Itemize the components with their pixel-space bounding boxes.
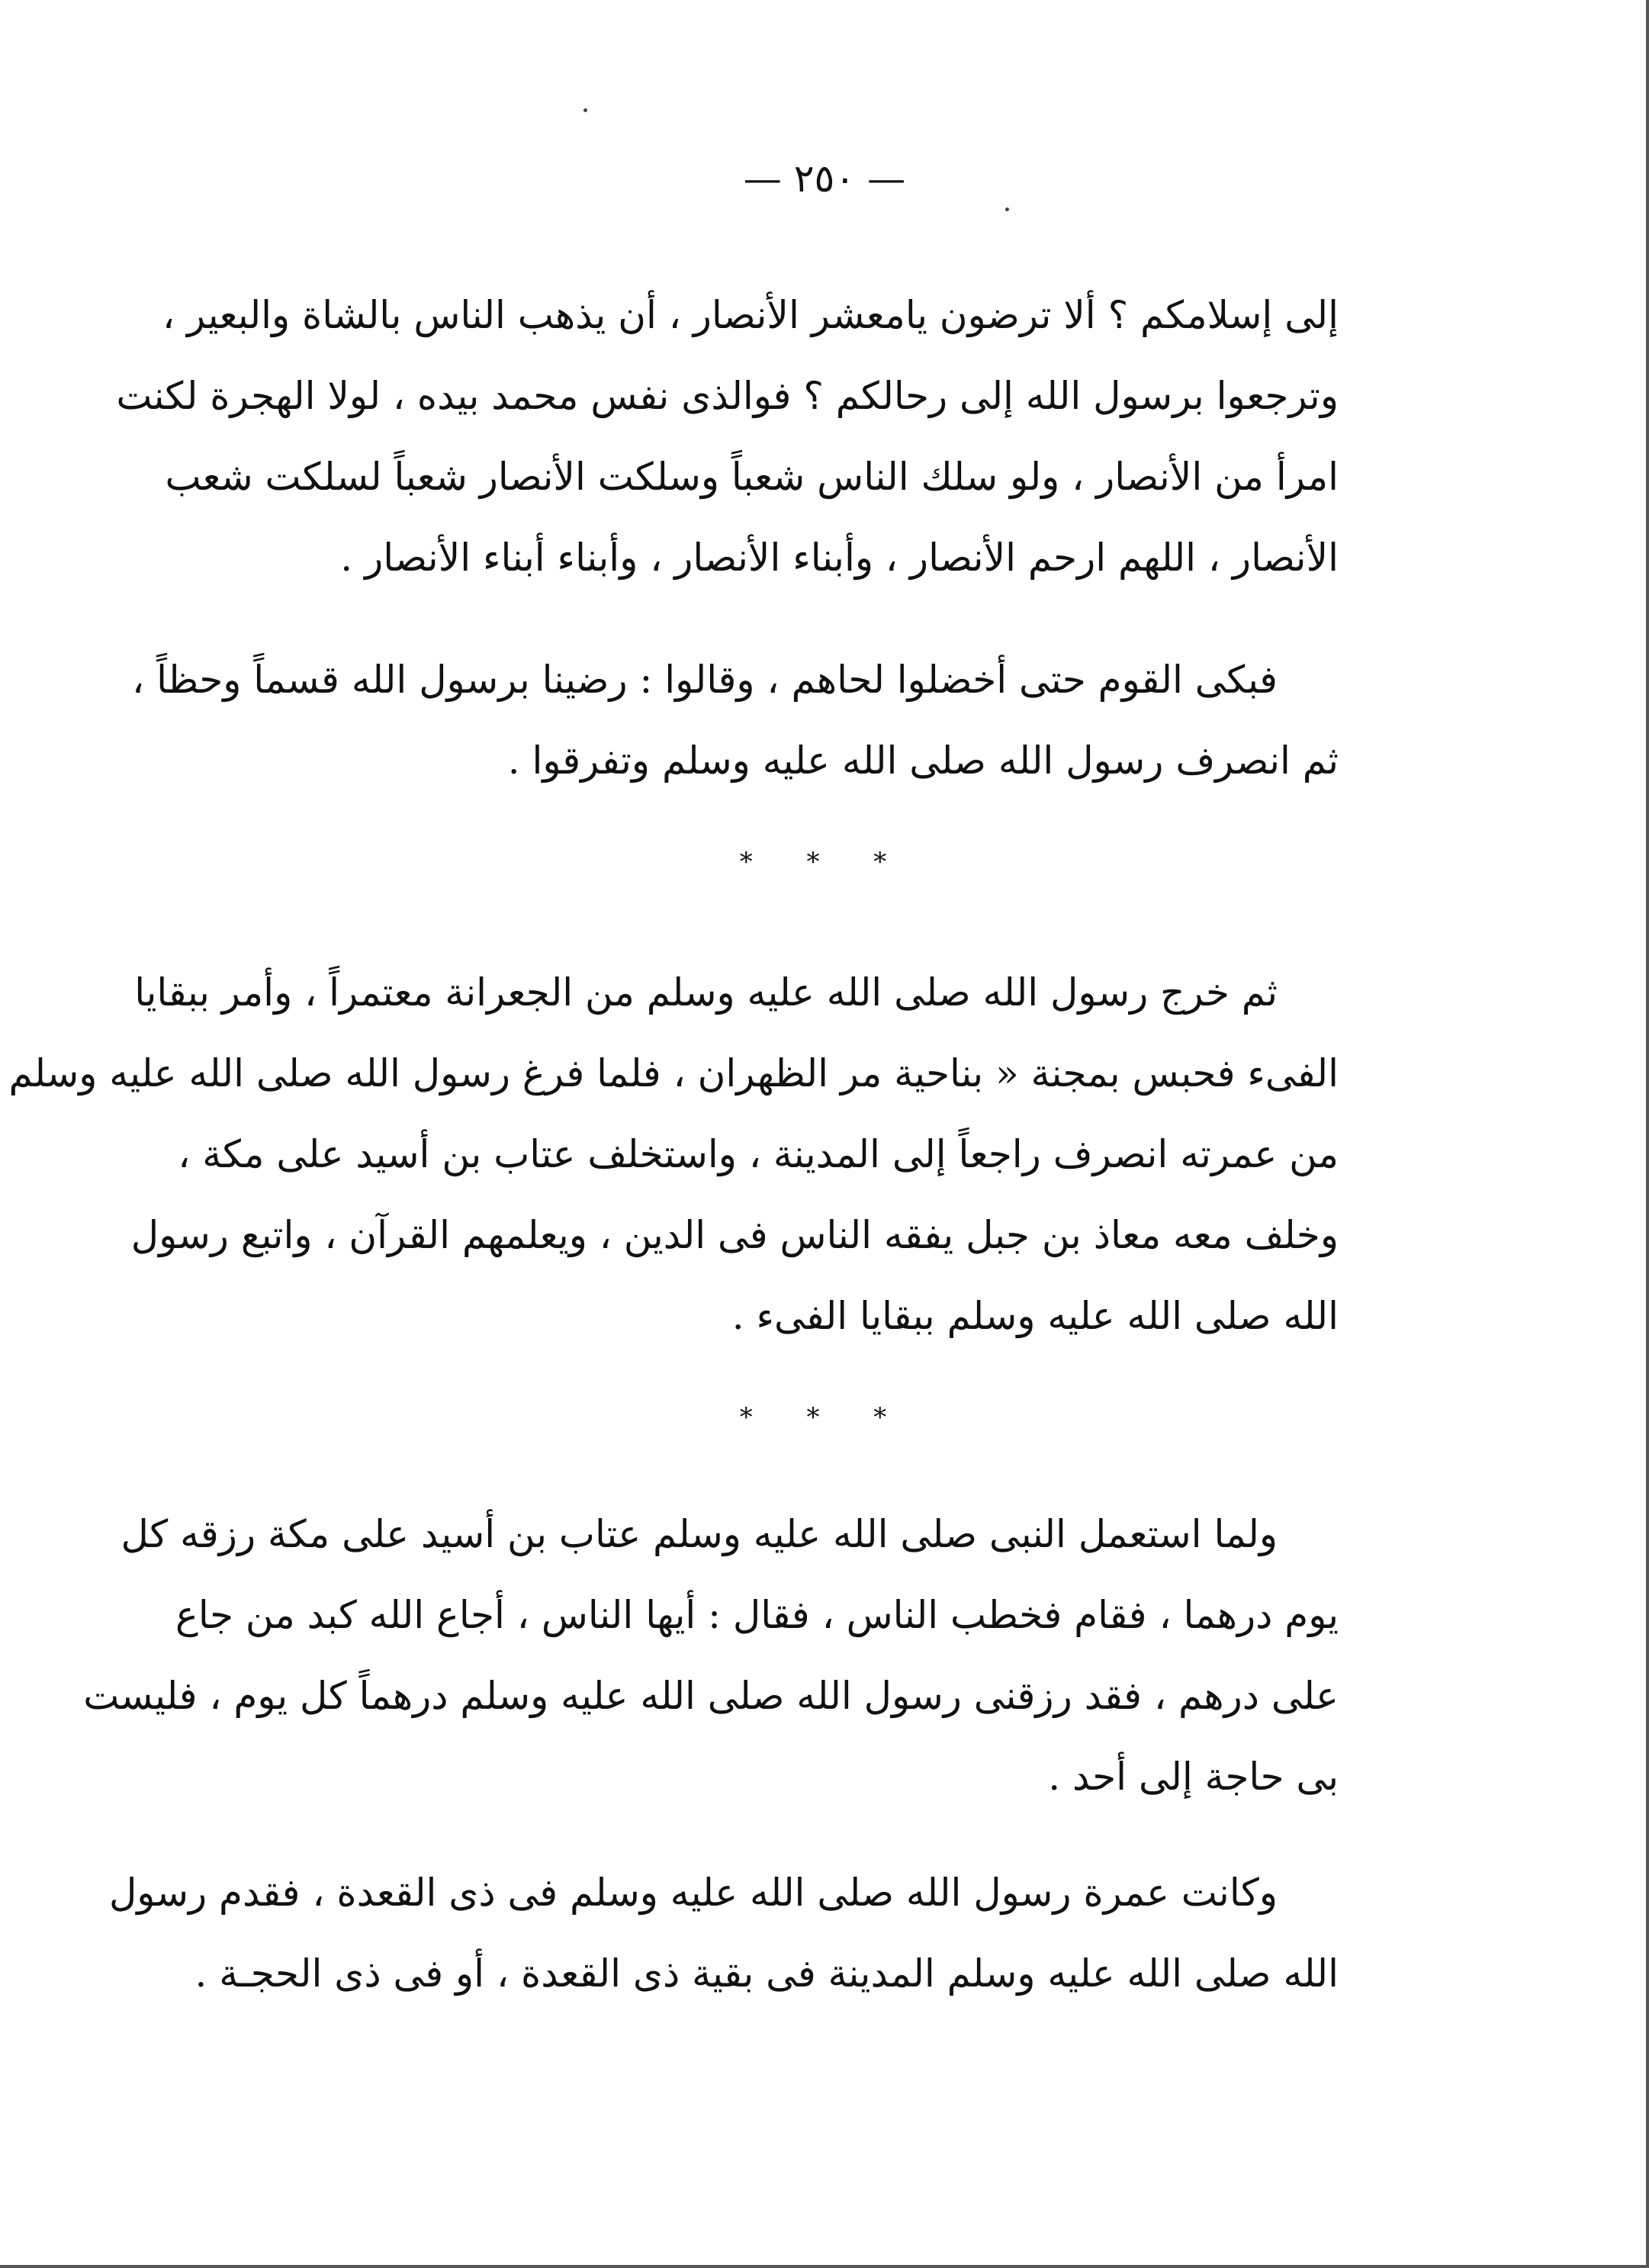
text-line: ثم انصرف رسول الله صلى الله عليه وسلم وتفرقوا . bbox=[507, 738, 1339, 783]
text-line: وخلف معه معاذ بن جبل يفقه الناس فى الدين ، ويعلمهم القرآن ، واتبع رسول bbox=[130, 1213, 1339, 1257]
text-line: فبكى القوم حتى أخضلوا لحاهم ، وقالوا : رضينا برسول الله قسماً وحظاً ، bbox=[132, 658, 1278, 702]
scan-speck bbox=[583, 108, 587, 112]
text-line: وكانت عمرة رسول الله صلى الله عليه وسلم فى ذى القعدة ، فقدم رسول bbox=[108, 1871, 1278, 1915]
paragraph-2 bbox=[132, 639, 1339, 801]
paragraph-3 bbox=[8, 952, 1339, 1356]
section-separator: * * * bbox=[739, 847, 910, 877]
text-line: على درهم ، فقد رزقنى رسول الله صلى الله عليه وسلم درهماً كل يوم ، فليست bbox=[83, 1674, 1339, 1718]
text-line: الأنصار ، اللهم ارحم الأنصار ، وأبناء الأنصار ، وأبناء أبناء الأنصار . bbox=[340, 536, 1339, 580]
page-number: — ٢٥٠ — bbox=[743, 156, 906, 201]
text-line: الله صلى الله عليه وسلم المدينة فى بقية ذى القعدة ، أو فى ذى الحجـة . bbox=[194, 1951, 1339, 1996]
text-line: يوم درهما ، فقام فخطب الناس ، فقال : أيها الناس ، أجاع الله كبد من جاع bbox=[175, 1593, 1339, 1637]
paragraph-5 bbox=[108, 1852, 1339, 2014]
scan-edge-right bbox=[1646, 0, 1649, 2268]
scan-edge-bottom bbox=[0, 2265, 1649, 2268]
text-line: من عمرته انصرف راجعاً إلى المدينة ، واستخلف عتاب بن أسيد على مكة ، bbox=[178, 1132, 1339, 1176]
text-line: وترجعوا برسول الله إلى رحالكم ؟ فوالذى نفس محمد بيده ، لولا الهجرة لكنت bbox=[116, 374, 1339, 418]
text-line: ولما استعمل النبى صلى الله عليه وسلم عتاب بن أسيد على مكة رزقه كل bbox=[121, 1512, 1278, 1556]
paragraph-1 bbox=[116, 275, 1339, 598]
text-line: الله صلى الله عليه وسلم ببقايا الفىء . bbox=[731, 1294, 1339, 1338]
text-line: الفىء فحبس بمجنة « بناحية مر الظهران ، فلما فرغ رسول الله صلى الله عليه وسلم bbox=[8, 1051, 1339, 1095]
text-line: بى حاجة إلى أحد . bbox=[1048, 1755, 1339, 1799]
paragraph-4 bbox=[83, 1494, 1339, 1817]
scan-speck bbox=[1005, 207, 1009, 211]
text-line: إلى إسلامكم ؟ ألا ترضون يامعشر الأنصار ، أن يذهب الناس بالشاة والبعير ، bbox=[162, 293, 1339, 337]
section-separator: * * * bbox=[739, 1402, 910, 1433]
text-line: ثم خرج رسول الله صلى الله عليه وسلم من الجعرانة معتمراً ، وأمر ببقايا bbox=[134, 970, 1278, 1015]
text-line: امرأ من الأنصار ، ولو سلك الناس شعباً وسلكت الأنصار شعباً لسلكت شعب bbox=[165, 455, 1339, 499]
